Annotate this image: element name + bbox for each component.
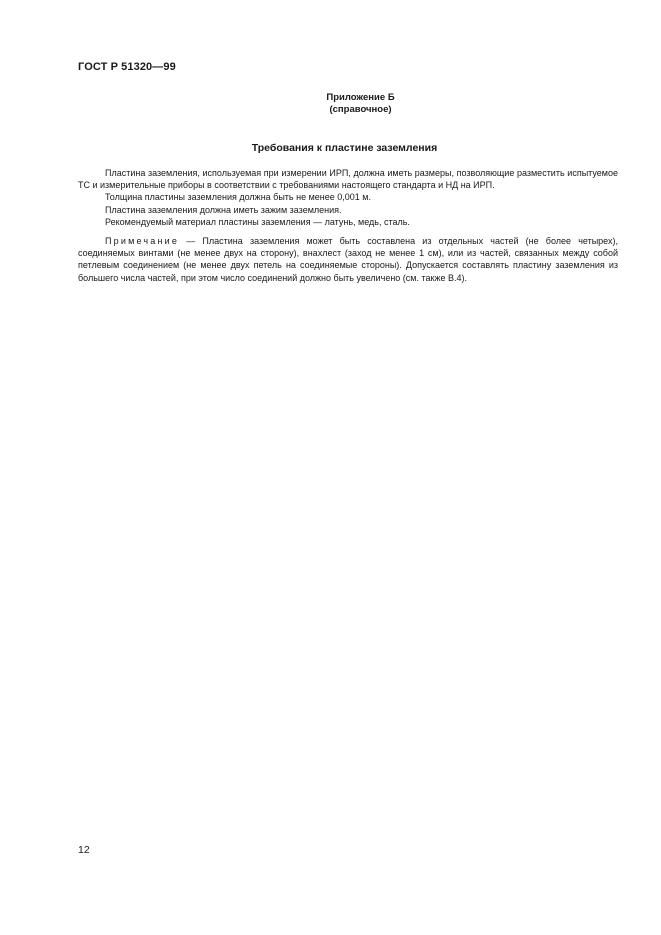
body-text bbox=[78, 167, 618, 284]
paragraph-grounding-clamp: Пластина заземления должна иметь зажим заземления. bbox=[105, 204, 342, 215]
paragraph-plate-thickness: Толщина пластины заземления должна быть не менее 0,001 м. bbox=[105, 192, 371, 203]
section-title: Требования к пластине заземления bbox=[251, 142, 438, 154]
paragraph-plate-dimensions: Пластина заземления, используемая при измерении ИРП, должна иметь размеры, позволяющие разместить испытуемое ТС и измерительные приборы в соответствии с требованиями настоящего стандарта и НД на ИРП. bbox=[78, 168, 618, 191]
note-text: — Пластина заземления может быть составлена из отдельных частей (не более четырех), соединяемых винтами (не менее двух на сторону), внахлест (заход не менее 1 см), или из частей, связанных между собой петлевым соединением (не менее двух петель на соединяемые стороны). Допускается составлять пластину заземления из большего числа частей, при этом число соединений должно быть увеличено (см. также В.4). bbox=[78, 236, 618, 283]
paragraph-recommended-material: Рекомендуемый материал пластины заземления — латунь, медь, сталь. bbox=[105, 216, 410, 227]
appendix-heading bbox=[200, 92, 521, 116]
appendix-subtitle: (справочное) bbox=[329, 104, 392, 115]
note-label: Примечание bbox=[105, 236, 180, 247]
document-code: ГОСТ Р 51320—99 bbox=[78, 61, 176, 73]
note-paragraph bbox=[78, 235, 618, 284]
appendix-title: Приложение Б bbox=[326, 92, 395, 103]
page-number: 12 bbox=[78, 844, 90, 856]
